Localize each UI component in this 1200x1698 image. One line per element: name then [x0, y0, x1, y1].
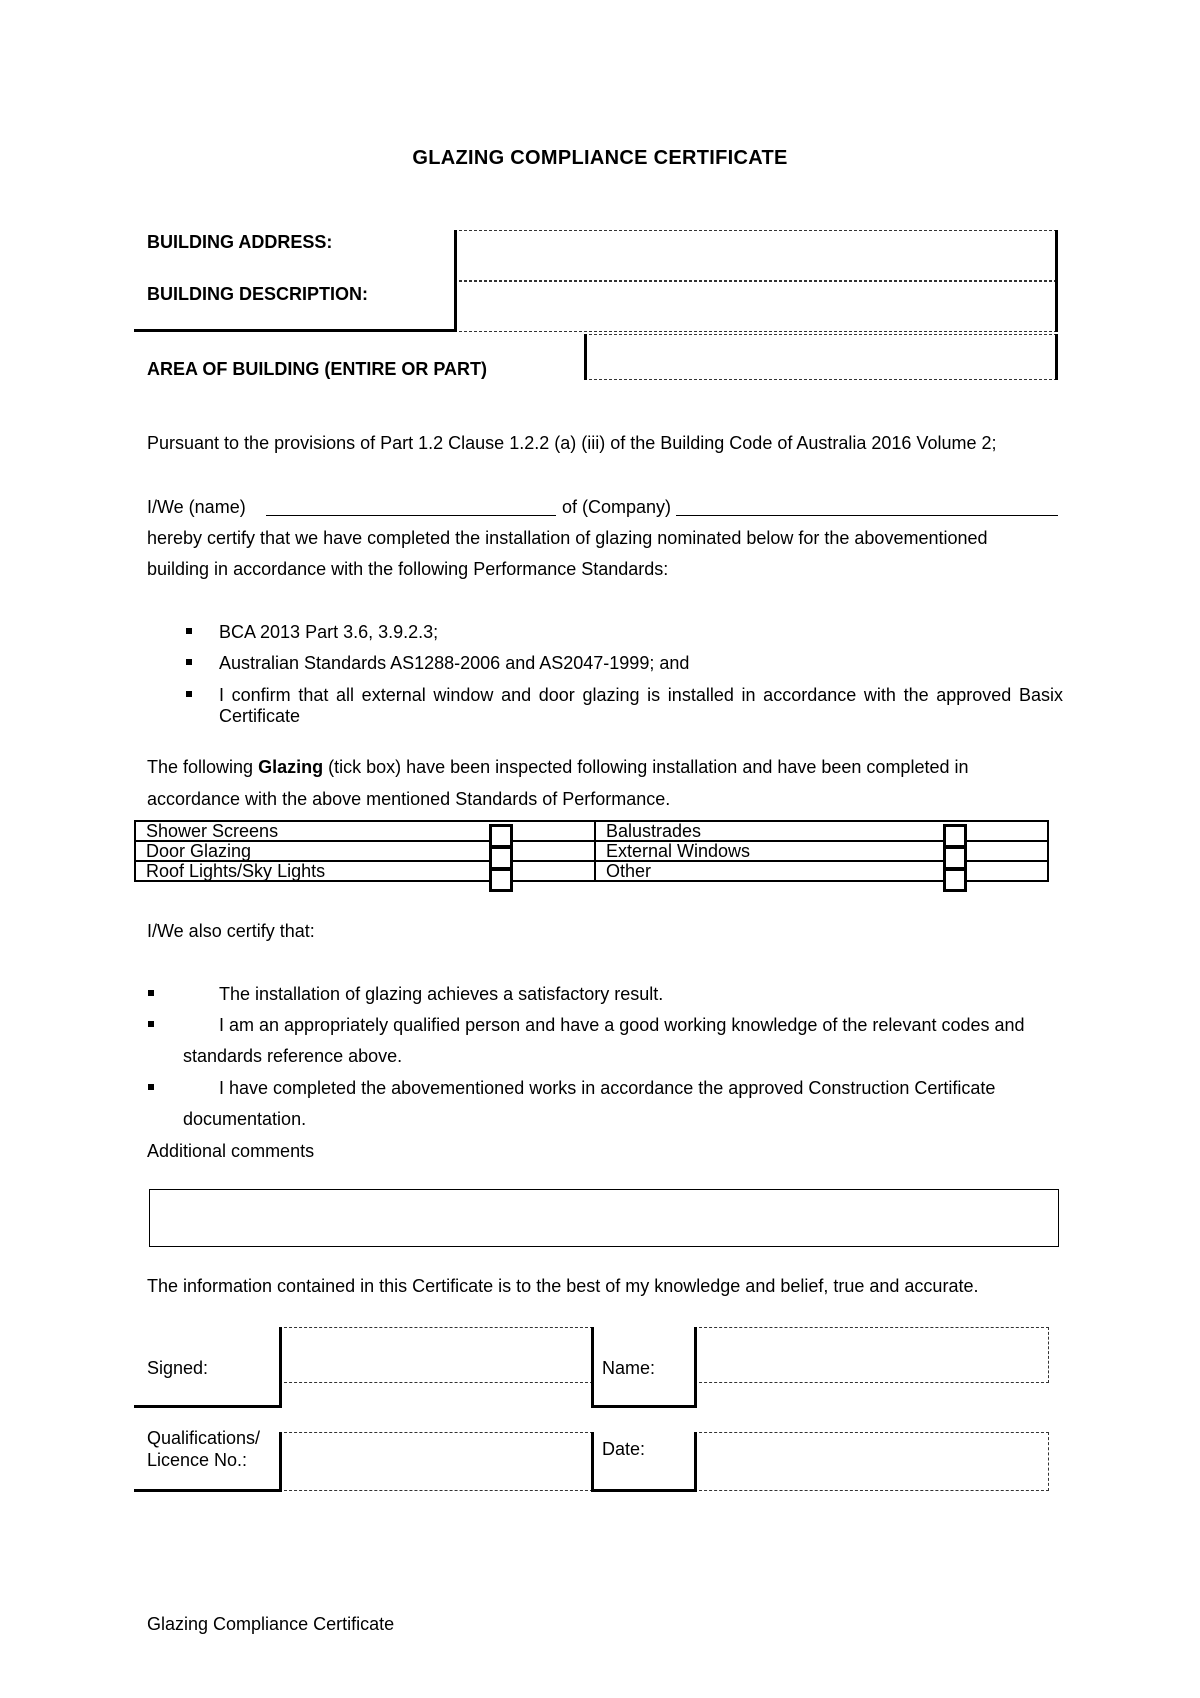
qualifications-field-border-right: [591, 1432, 594, 1491]
also-certify-item: The installation of glazing achieves a satisfactory result.: [219, 984, 664, 1004]
bullet-icon: [148, 990, 154, 996]
signed-label: Signed:: [147, 1358, 209, 1378]
area-field-border: [584, 334, 587, 380]
name-underline: [591, 1405, 697, 1408]
address-field-border: [454, 230, 457, 332]
company-blank-line[interactable]: [676, 515, 1058, 516]
table-row: [135, 841, 1048, 861]
also-certify-item: I have completed the abovementioned works in accordance the approved Construction Certificate: [219, 1078, 996, 1098]
tick-box-balustrades[interactable]: [943, 824, 967, 848]
also-certify-item: I am an appropriately qualified person and have a good working knowledge of the relevant codes and: [219, 1015, 1025, 1035]
address-field-border-right: [1055, 230, 1058, 332]
name-prefix: I/We (name): [147, 497, 246, 517]
standard-item-continuation: Certificate: [219, 706, 301, 726]
company-prefix: of (Company): [562, 497, 672, 517]
signed-underline: [134, 1405, 282, 1408]
area-of-building-label: AREA OF BUILDING (ENTIRE OR PART): [147, 359, 487, 379]
signed-field-border: [279, 1327, 282, 1408]
tick-box-other[interactable]: [943, 868, 967, 892]
glazing-option-label: Roof Lights/Sky Lights: [135, 861, 595, 881]
licence-label: Licence No.:: [147, 1450, 248, 1470]
standard-item: Australian Standards AS1288-2006 and AS2047-1999; and: [219, 653, 690, 673]
qualifications-field-border: [279, 1432, 282, 1491]
signed-field[interactable]: [279, 1327, 593, 1383]
name-field-border: [694, 1327, 697, 1408]
building-description-field[interactable]: [454, 281, 1057, 332]
glazing-intro-suffix: (tick box) have been inspected following installation and have been completed in: [323, 757, 969, 777]
name-label: Name:: [602, 1358, 656, 1378]
building-description-label: BUILDING DESCRIPTION:: [147, 284, 369, 304]
also-certify-item-continuation: standards reference above.: [183, 1046, 403, 1066]
name-blank-line[interactable]: [266, 515, 556, 516]
area-field-border-right: [1055, 334, 1058, 380]
glazing-tick-table: [134, 820, 1049, 882]
page-title: GLAZING COMPLIANCE CERTIFICATE: [412, 147, 788, 169]
date-label: Date:: [602, 1439, 646, 1459]
certify-line-2: building in accordance with the following Performance Standards:: [147, 559, 669, 579]
glazing-intro-bold: Glazing: [258, 757, 324, 777]
standard-item: BCA 2013 Part 3.6, 3.9.2.3;: [219, 622, 439, 642]
glazing-option-label: Balustrades: [595, 821, 1048, 841]
additional-comments-field[interactable]: [149, 1189, 1059, 1247]
page-footer: Glazing Compliance Certificate: [147, 1614, 395, 1634]
pursuant-text: Pursuant to the provisions of Part 1.2 Clause 1.2.2 (a) (iii) of the Building Code of Australia 2016 Volume 2;: [147, 433, 997, 453]
table-row: [135, 821, 1048, 841]
tick-box-door-glazing[interactable]: [489, 846, 513, 870]
bullet-icon: [186, 659, 192, 665]
glazing-option-label: Door Glazing: [135, 841, 595, 861]
bullet-icon: [148, 1021, 154, 1027]
declaration-text: The information contained in this Certificate is to the best of my knowledge and belief, true and accurate.: [147, 1276, 979, 1296]
area-of-building-field[interactable]: [584, 334, 1057, 380]
tick-box-roof-lights[interactable]: [489, 868, 513, 892]
date-field-border: [694, 1432, 697, 1491]
glazing-intro-prefix: The following: [147, 757, 259, 777]
glazing-option-label: External Windows: [595, 841, 1048, 861]
tick-box-shower-screens[interactable]: [489, 824, 513, 848]
certify-line-1: hereby certify that we have completed the installation of glazing nominated below for the abovementioned: [147, 528, 988, 548]
description-underline: [134, 329, 456, 332]
qualifications-field[interactable]: [279, 1432, 593, 1491]
date-underline: [591, 1489, 697, 1492]
glazing-intro: [147, 756, 969, 778]
qualifications-label: Qualifications/: [147, 1428, 261, 1448]
building-address-label: BUILDING ADDRESS:: [147, 232, 333, 252]
date-field[interactable]: [694, 1432, 1049, 1491]
table-row: [135, 861, 1048, 881]
also-certify-heading: I/We also certify that:: [147, 921, 315, 941]
also-certify-item-continuation: documentation.: [183, 1109, 307, 1129]
bullet-icon: [148, 1084, 154, 1090]
qualifications-underline: [134, 1489, 282, 1492]
glazing-option-label: Other: [595, 861, 1048, 881]
tick-box-external-windows[interactable]: [943, 846, 967, 870]
building-address-field[interactable]: [454, 230, 1057, 281]
signed-field-border-right: [591, 1327, 594, 1408]
glazing-intro-line-2: accordance with the above mentioned Standards of Performance.: [147, 789, 671, 809]
name-field[interactable]: [694, 1327, 1049, 1383]
standard-item: I confirm that all external window and door glazing is installed in accordance with the approved Basix: [219, 685, 1063, 705]
additional-comments-label: Additional comments: [147, 1141, 315, 1161]
bullet-icon: [186, 628, 192, 634]
bullet-icon: [186, 691, 192, 697]
glazing-option-label: Shower Screens: [135, 821, 595, 841]
